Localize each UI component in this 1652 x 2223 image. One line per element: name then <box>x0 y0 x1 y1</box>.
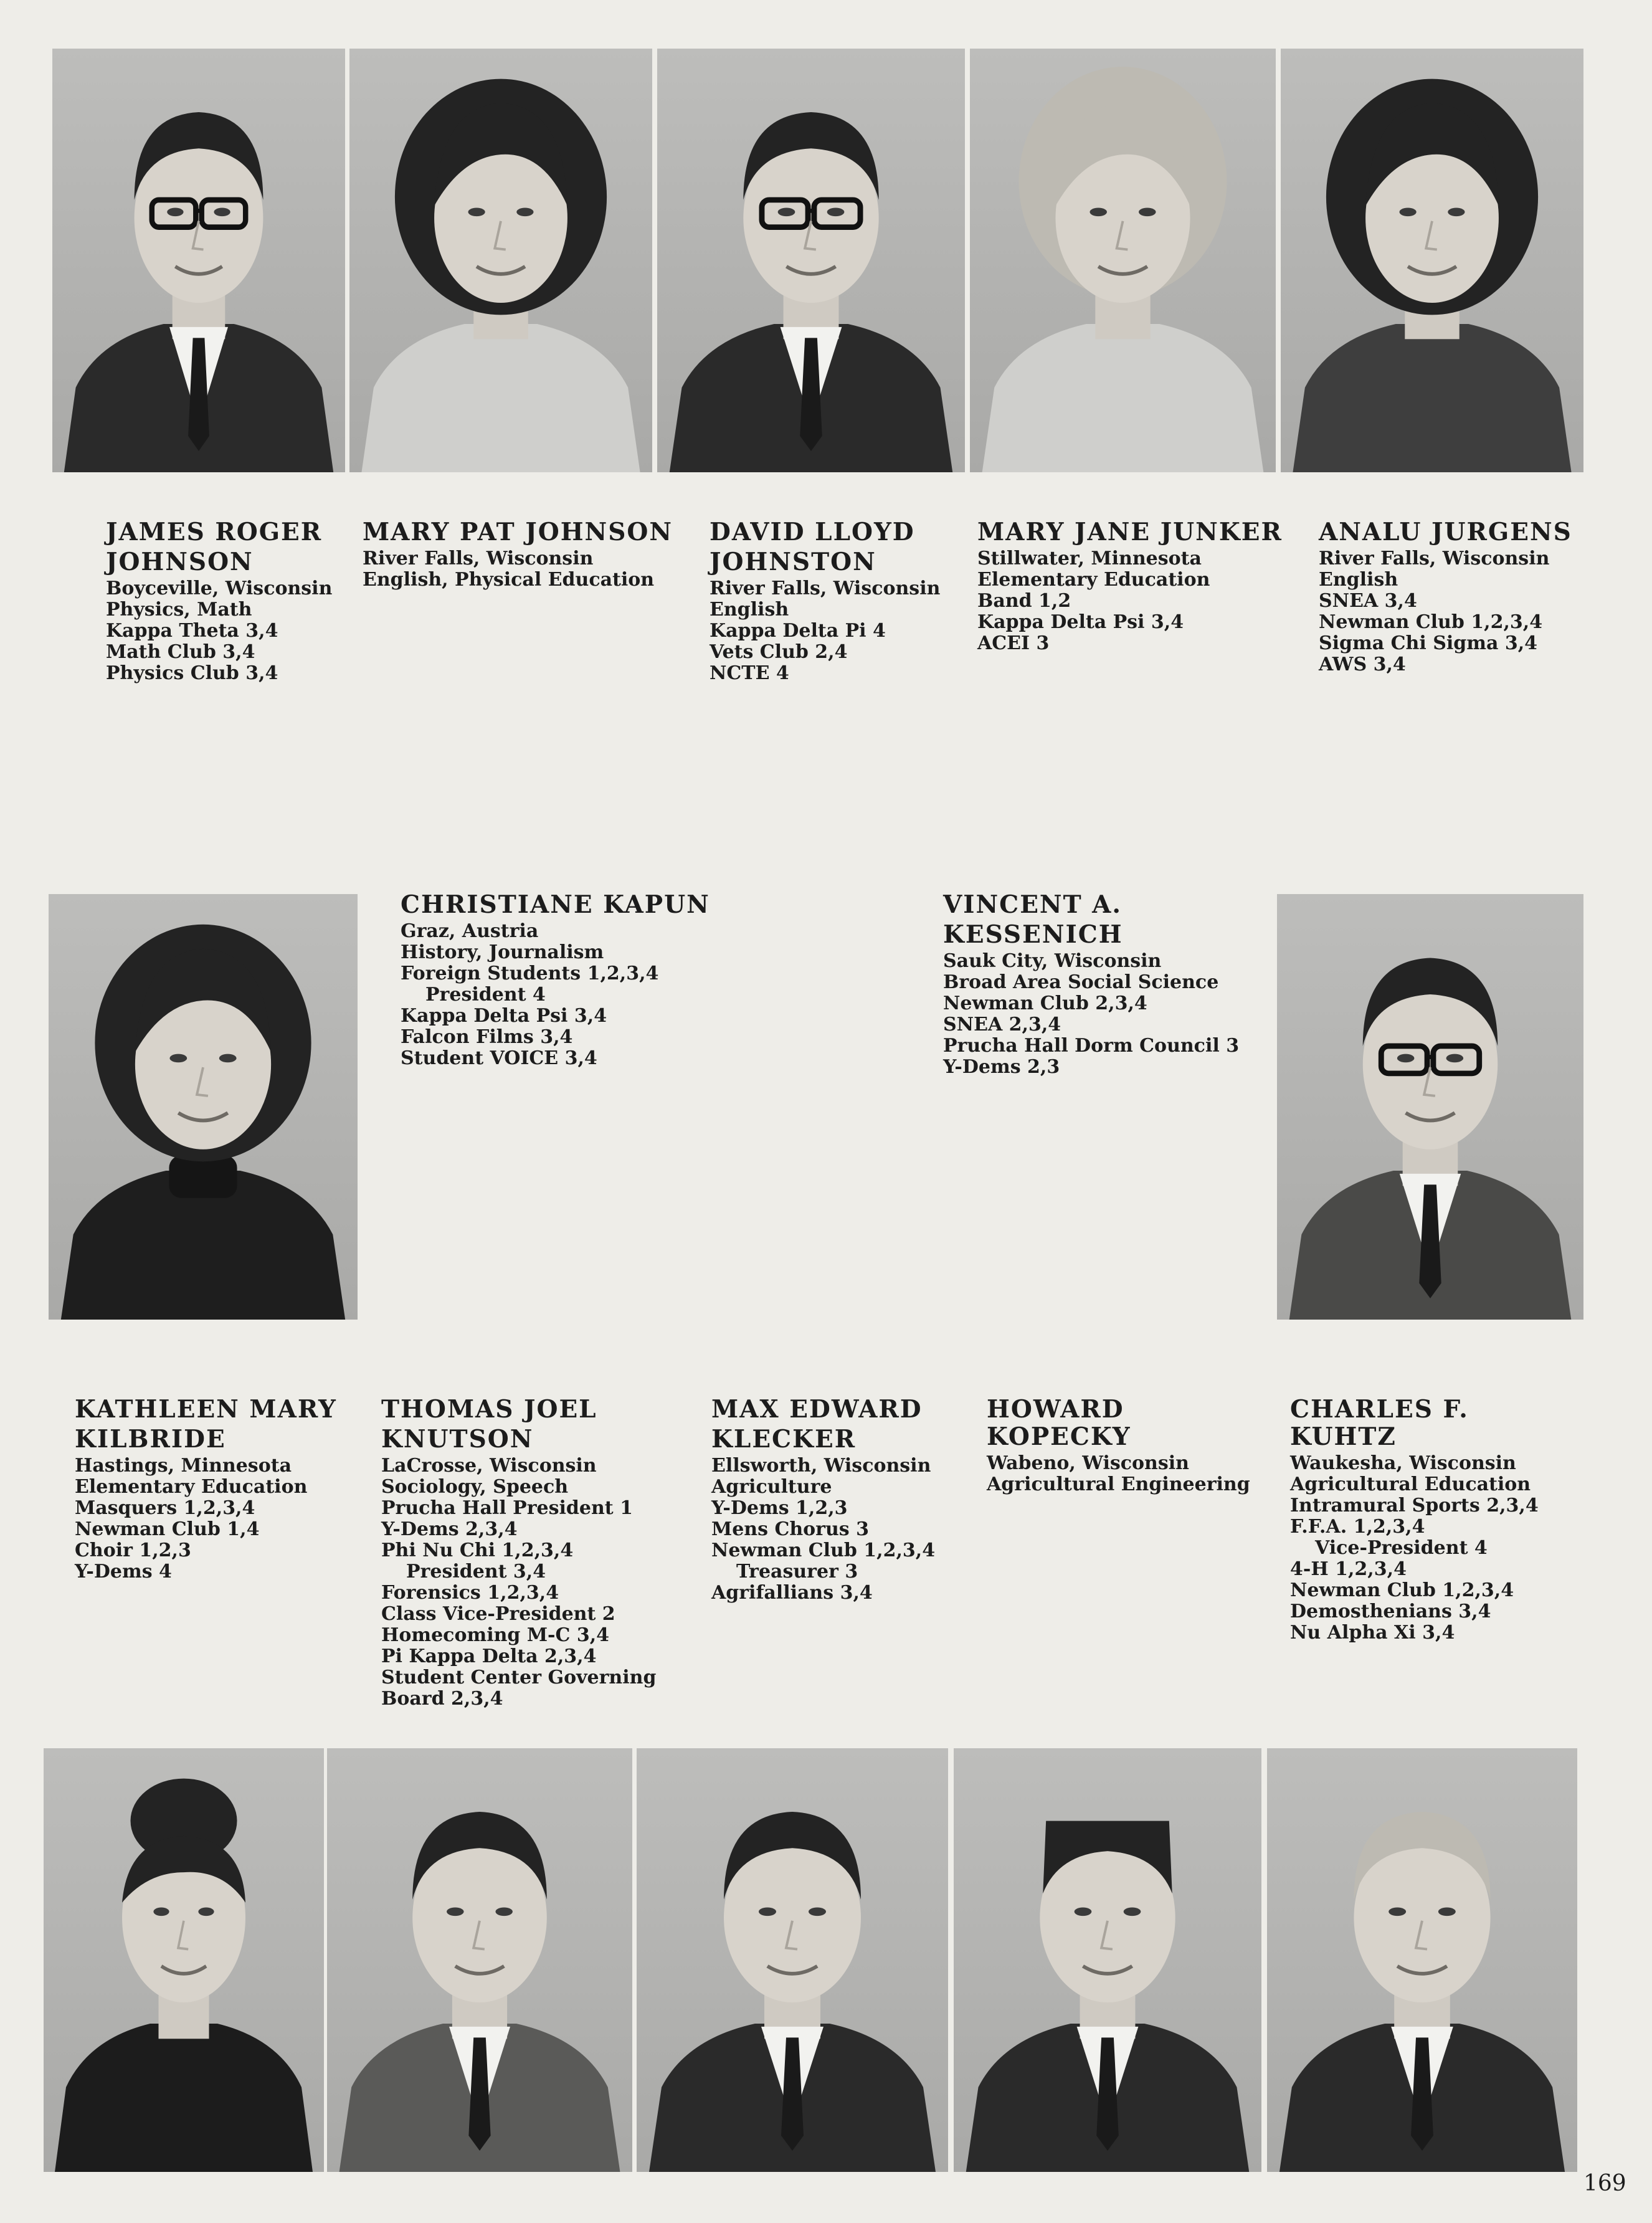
activity: Treasurer 3 <box>736 1561 858 1583</box>
activity: 4-H 1,2,3,4 <box>1290 1558 1407 1580</box>
activity: Math Club 3,4 <box>106 641 255 663</box>
hometown: Waukesha, Wisconsin <box>1290 1452 1516 1474</box>
activity: Newman Club 1,2,3,4 <box>1290 1579 1514 1601</box>
entry-david-lloyd-johnston <box>710 518 984 684</box>
activity: Pi Kappa Delta 2,3,4 <box>381 1645 597 1667</box>
student-name: KLECKER <box>711 1425 857 1454</box>
entry-analu-jurgens <box>1319 518 1580 675</box>
photo-charles-f-kuhtz <box>1267 1748 1577 2172</box>
activity: Kappa Delta Pi 4 <box>710 620 886 642</box>
activity: Intramural Sports 2,3,4 <box>1290 1495 1539 1516</box>
student-name: JAMES ROGER <box>106 518 323 546</box>
student-name: KATHLEEN MARY <box>75 1395 337 1424</box>
activity: Band 1,2 <box>977 590 1071 612</box>
activity: SNEA 3,4 <box>1319 590 1417 612</box>
entry-james-roger-johnson <box>106 518 343 684</box>
activity: Student Center Governing <box>381 1667 657 1688</box>
activity: Mens Chorus 3 <box>711 1518 869 1540</box>
entry-mary-jane-junker <box>977 518 1283 654</box>
entry-howard-kopecky <box>987 1396 1273 1495</box>
activity: Kappa Delta Psi 3,4 <box>401 1005 607 1027</box>
activity: Physics Club 3,4 <box>106 662 278 684</box>
activity: Newman Club 1,4 <box>75 1518 260 1540</box>
student-name: THOMAS JOEL <box>381 1395 597 1424</box>
activity: Y-Dems 2,3,4 <box>381 1518 518 1540</box>
major: English, Physical Education <box>363 569 655 591</box>
photo-kathleen-mary-kilbride <box>44 1748 324 2172</box>
student-name: HOWARD KOPECKY <box>987 1395 1131 1451</box>
hometown: Hastings, Minnesota <box>75 1455 292 1477</box>
entry-kathleen-mary-kilbride <box>75 1396 349 1583</box>
activity: Agrifallians 3,4 <box>711 1582 873 1604</box>
entry-max-edward-klecker <box>711 1396 973 1604</box>
activity: Sigma Chi Sigma 3,4 <box>1319 632 1538 654</box>
student-name: CHRISTIANE KAPUN <box>401 890 710 919</box>
activity: AWS 3,4 <box>1319 654 1406 675</box>
major: History, Journalism <box>401 941 604 963</box>
activity: Vets Club 2,4 <box>710 641 848 663</box>
photo-james-roger-johnson <box>52 49 345 472</box>
student-name: KESSENICH <box>943 920 1123 949</box>
activity: Choir 1,2,3 <box>75 1540 191 1561</box>
activity: Y-Dems 2,3 <box>943 1056 1060 1078</box>
entry-thomas-joel-knutson <box>381 1396 668 1710</box>
activity: Demosthenians 3,4 <box>1290 1601 1491 1622</box>
major: Physics, Math <box>106 599 252 621</box>
entry-mary-pat-johnson <box>363 518 674 591</box>
hometown: Stillwater, Minnesota <box>977 548 1202 569</box>
activity: Board 2,3,4 <box>381 1688 503 1710</box>
activity: Y-Dems 4 <box>75 1561 172 1583</box>
photo-david-lloyd-johnston <box>657 49 965 472</box>
photo-max-edward-klecker <box>637 1748 948 2172</box>
hometown: Sauk City, Wisconsin <box>943 950 1162 972</box>
activity: Falcon Films 3,4 <box>401 1026 573 1048</box>
major: Sociology, Speech <box>381 1476 569 1498</box>
hometown: Wabeno, Wisconsin <box>987 1452 1189 1474</box>
activity: SNEA 2,3,4 <box>943 1014 1061 1035</box>
activity: Prucha Hall Dorm Council 3 <box>943 1035 1240 1057</box>
hometown: River Falls, Wisconsin <box>363 548 594 569</box>
student-name: JOHNSON <box>106 548 254 576</box>
activity: President 3,4 <box>406 1561 546 1583</box>
hometown: Ellsworth, Wisconsin <box>711 1455 931 1477</box>
student-name: MAX EDWARD <box>711 1395 923 1424</box>
photo-mary-jane-junker <box>970 49 1276 472</box>
student-name: VINCENT A. <box>943 890 1123 919</box>
major: English <box>1319 569 1398 591</box>
student-name: MARY PAT JOHNSON <box>363 518 673 546</box>
activity: Foreign Students 1,2,3,4 <box>401 963 659 984</box>
activity: Homecoming M-C 3,4 <box>381 1624 610 1646</box>
activity: Newman Club 1,2,3,4 <box>711 1540 936 1561</box>
hometown: LaCrosse, Wisconsin <box>381 1455 597 1477</box>
activity: President 4 <box>425 984 546 1006</box>
activity: Student VOICE 3,4 <box>401 1047 597 1069</box>
hometown: River Falls, Wisconsin <box>710 578 941 599</box>
activity: F.F.A. 1,2,3,4 <box>1290 1516 1425 1538</box>
student-name: KILBRIDE <box>75 1425 226 1454</box>
entry-charles-f-kuhtz <box>1290 1396 1570 1644</box>
photo-vincent-a-kessenich <box>1277 894 1583 1320</box>
photo-christiane-kapun <box>49 894 358 1320</box>
activity: ACEI 3 <box>977 632 1050 654</box>
activity: Phi Nu Chi 1,2,3,4 <box>381 1540 574 1561</box>
student-name: ANALU JURGENS <box>1319 518 1572 546</box>
major: Elementary Education <box>75 1476 308 1498</box>
major: Agriculture <box>711 1476 832 1498</box>
major: Agricultural Education <box>1290 1473 1531 1495</box>
entry-vincent-a-kessenich <box>943 891 1267 1078</box>
activity: Newman Club 2,3,4 <box>943 992 1147 1014</box>
student-name: DAVID LLOYD <box>710 518 915 546</box>
major: Agricultural Engineering <box>987 1473 1250 1495</box>
activity: Prucha Hall President 1 <box>381 1497 633 1519</box>
photo-howard-kopecky <box>954 1748 1261 2172</box>
activity: Class Vice-President 2 <box>381 1603 615 1625</box>
hometown: Graz, Austria <box>401 920 539 942</box>
student-name: CHARLES F. KUHTZ <box>1290 1395 1469 1451</box>
activity: Newman Club 1,2,3,4 <box>1319 611 1543 633</box>
major: Elementary Education <box>977 569 1210 591</box>
activity: Nu Alpha Xi 3,4 <box>1290 1622 1455 1644</box>
student-name: MARY JANE JUNKER <box>977 518 1283 546</box>
hometown: Boyceville, Wisconsin <box>106 578 333 599</box>
student-name: JOHNSTON <box>710 548 876 576</box>
photo-mary-pat-johnson <box>349 49 652 472</box>
student-name: KNUTSON <box>381 1425 534 1454</box>
major: Broad Area Social Science <box>943 971 1219 993</box>
activity: Vice-President 4 <box>1315 1537 1488 1559</box>
activity: Forensics 1,2,3,4 <box>381 1582 559 1604</box>
photo-analu-jurgens <box>1281 49 1583 472</box>
activity: Kappa Theta 3,4 <box>106 620 278 642</box>
activity: Kappa Delta Psi 3,4 <box>977 611 1184 633</box>
entry-christiane-kapun <box>401 891 724 1069</box>
major: English <box>710 599 789 621</box>
activity: Masquers 1,2,3,4 <box>75 1497 255 1519</box>
page-number: 169 <box>1583 2171 1626 2196</box>
activity: NCTE 4 <box>710 662 789 684</box>
hometown: River Falls, Wisconsin <box>1319 548 1550 569</box>
photo-thomas-joel-knutson <box>327 1748 632 2172</box>
activity: Y-Dems 1,2,3 <box>711 1497 848 1519</box>
